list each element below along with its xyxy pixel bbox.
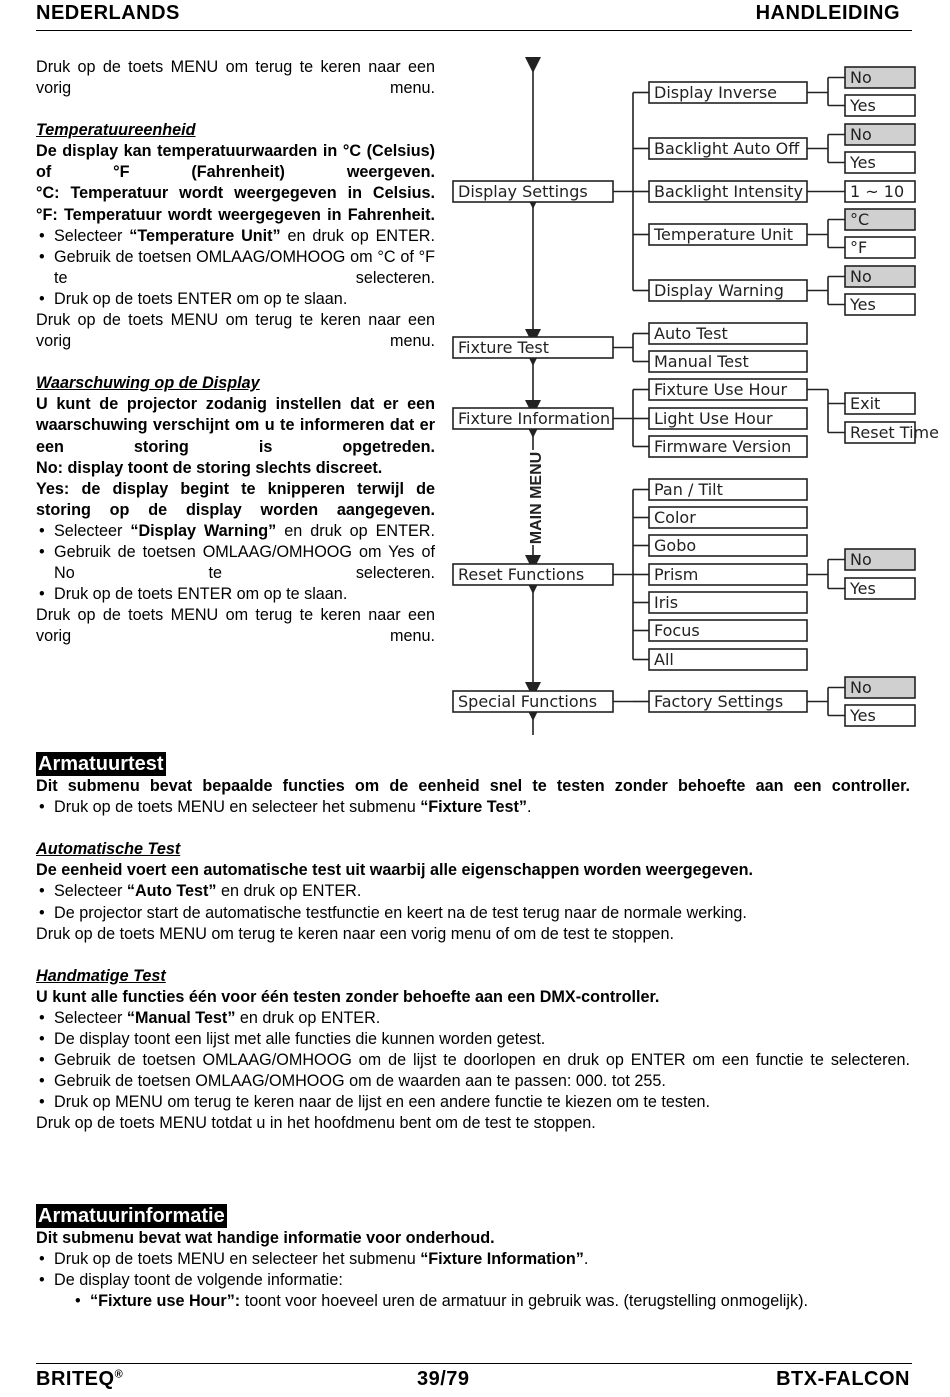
list-item: • “Fixture use Hour”: toont voor hoeveel uren de armatuur in gebruik was. (terugstelling onmogelijk).: [72, 1291, 910, 1312]
main-menu-item: [453, 408, 613, 429]
section-heading-temperature: Temperatuureenheid: [36, 121, 196, 140]
list-item: • De display toont een lijst met alle functies die kunnen worden getest.: [36, 1029, 910, 1050]
bold-text: U kunt de projector zodanig instellen dat er een waarschuwing verschijnt om u te informeren dat er een storing is opgetreden.: [36, 395, 435, 456]
section-heading-warning: Waarschuwing op de Display: [36, 374, 260, 393]
option-item: [845, 294, 915, 315]
list-item: • Gebruik de toetsen OMLAAG/OMHOOG om de waarden aan te passen: 000. tot 255.: [36, 1071, 910, 1092]
list-item: • Gebruik de toetsen OMLAAG/OMHOOG om de lijst te doorlopen en druk op ENTER om een functie te selecteren.: [36, 1050, 910, 1071]
bullet-list: [36, 1249, 910, 1291]
main-menu-item: [453, 691, 613, 712]
nested-bullet-list: [36, 1291, 910, 1312]
option-item: [845, 578, 915, 599]
header-language: NEDERLANDS: [36, 2, 180, 24]
option-item: [845, 677, 915, 698]
option-item: [845, 393, 915, 414]
list-item: • Selecteer “Auto Test” en druk op ENTER.: [36, 881, 910, 902]
submenu-item: [649, 620, 807, 641]
svg-text:Iris: Iris: [654, 593, 679, 612]
list-item: • De display toont de volgende informatie:: [36, 1270, 910, 1291]
submenu-item: [649, 379, 807, 400]
submenu-item: [649, 479, 807, 500]
svg-text:Manual Test: Manual Test: [654, 352, 749, 371]
option-item: [845, 237, 915, 258]
paragraph: Druk op de toets MENU totdat u in het hoofdmenu bent om de test te stoppen.: [36, 1114, 596, 1133]
page-number: 39/79: [417, 1368, 470, 1390]
list-item: • Druk op de toets ENTER om op te slaan.: [36, 289, 435, 310]
svg-text:Yes: Yes: [850, 706, 876, 725]
svg-text:Temperature Unit: Temperature Unit: [654, 225, 794, 244]
submenu-item: [649, 564, 807, 585]
submenu-item: [649, 408, 807, 429]
bullet-list: [36, 1008, 910, 1113]
option-item: [845, 549, 915, 570]
svg-text:Special Functions: Special Functions: [458, 692, 598, 711]
option-item: [845, 209, 915, 230]
svg-text:Reset Functions: Reset Functions: [458, 565, 585, 584]
svg-text:Light Use Hour: Light Use Hour: [654, 409, 773, 428]
bold-text: No: display toont de storing slechts discreet.: [36, 458, 383, 477]
section-heading-auto-test: Automatische Test: [36, 840, 181, 859]
bullet-list: [36, 797, 910, 818]
submenu-item: [649, 691, 807, 712]
list-item: • Druk op de toets MENU en selecteer het submenu “Fixture Information”.: [36, 1249, 910, 1270]
bold-text: °C: Temperatuur wordt weergegeven in Celsius.: [36, 184, 435, 203]
main-menu-item: [453, 337, 613, 358]
svg-text:°C: °C: [850, 210, 870, 229]
svg-text:Fixture Test: Fixture Test: [458, 338, 550, 357]
submenu-item: [649, 82, 807, 103]
svg-text:°F: °F: [850, 238, 868, 257]
svg-text:Fixture Use Hour: Fixture Use Hour: [654, 380, 788, 399]
main-menu-item: [453, 181, 613, 202]
bold-text: Yes: de display begint te knipperen terwijl de storing op de display worden aangegeven.: [36, 479, 435, 519]
list-item: • Selecteer “Manual Test” en druk op ENTER.: [36, 1008, 910, 1029]
svg-text:No: No: [850, 267, 872, 286]
svg-text:Yes: Yes: [850, 153, 876, 172]
section-heading-manual-test: Handmatige Test: [36, 966, 166, 985]
paragraph: Druk op de toets MENU om terug te keren naar een vorig menu.: [36, 311, 435, 351]
svg-text:Yes: Yes: [850, 579, 876, 598]
svg-text:1 ~ 10: 1 ~ 10: [850, 182, 905, 201]
svg-text:Display Warning: Display Warning: [654, 281, 784, 300]
submenu-item: [649, 507, 807, 528]
svg-text:All: All: [654, 650, 674, 669]
bold-text: °F: Temperatuur wordt weergegeven in Fahrenheit.: [36, 205, 435, 224]
bold-text: U kunt alle functies één voor één testen zonder behoefte aan een DMX-controller.: [36, 987, 660, 1006]
list-item: • Druk op de toets MENU en selecteer het submenu “Fixture Test”.: [36, 797, 910, 818]
svg-text:Yes: Yes: [850, 96, 876, 115]
svg-text:Auto Test: Auto Test: [654, 324, 728, 343]
svg-text:Gobo: Gobo: [654, 536, 697, 555]
main-menu-label: MAIN MENU: [528, 451, 545, 545]
option-item: [845, 422, 939, 443]
list-item: • Druk op MENU om terug te keren naar de lijst en een andere functie te kiezen om te testen.: [36, 1092, 910, 1113]
svg-text:No: No: [850, 125, 872, 144]
submenu-item: [649, 224, 807, 245]
submenu-item: [649, 323, 807, 344]
option-item: [845, 67, 915, 88]
svg-text:Factory Settings: Factory Settings: [654, 692, 784, 711]
footer-model: BTX-FALCON: [776, 1368, 910, 1390]
submenu-item: [649, 436, 807, 457]
svg-text:Color: Color: [654, 508, 696, 527]
bold-text: Dit submenu bevat bepaalde functies om de eenheid snel te testen zonder behoefte aan een controller.: [36, 777, 910, 796]
submenu-item: [649, 592, 807, 613]
paragraph: Druk op de toets MENU om terug te keren naar een vorig menu of om de test te stoppen.: [36, 924, 674, 943]
svg-text:Reset Time: Reset Time: [850, 423, 939, 442]
svg-text:Focus: Focus: [654, 621, 700, 640]
paragraph: Druk op de toets MENU om terug te keren naar een vorig menu.: [36, 58, 435, 98]
svg-text:Display Settings: Display Settings: [458, 182, 588, 201]
svg-text:Prism: Prism: [654, 565, 699, 584]
footer-brand: BRITEQ®: [36, 1368, 124, 1390]
svg-text:Backlight Auto Off: Backlight Auto Off: [654, 139, 800, 158]
section-title-fixture-test: Armatuurtest: [38, 753, 164, 775]
diagram-boxes: [453, 67, 939, 726]
option-item: [845, 266, 915, 287]
list-item: • Selecteer “Temperature Unit” en druk op ENTER.: [36, 226, 435, 247]
option-item: [845, 181, 915, 202]
list-item: • Gebruik de toetsen OMLAAG/OMHOOG om Yes of No te selecteren.: [36, 542, 435, 584]
section-title-fixture-info: Armatuurinformatie: [38, 1205, 225, 1227]
svg-text:Pan / Tilt: Pan / Tilt: [654, 480, 723, 499]
list-item: • Selecteer “Display Warning” en druk op ENTER.: [36, 521, 435, 542]
submenu-item: [649, 138, 807, 159]
bold-text: De eenheid voert een automatische test uit waarbij alle eigenschappen worden weergegeven.: [36, 861, 753, 880]
svg-text:Backlight Intensity: Backlight Intensity: [654, 182, 804, 201]
option-item: [845, 95, 915, 116]
svg-text:Display Inverse: Display Inverse: [654, 83, 777, 102]
svg-text:No: No: [850, 550, 872, 569]
bold-text: Dit submenu bevat wat handige informatie voor onderhoud.: [36, 1229, 495, 1248]
bold-text: De display kan temperatuurwaarden in °C (Celsius) of °F (Fahrenheit) weergeven.: [36, 142, 435, 182]
submenu-item: [649, 649, 807, 670]
list-item: • Gebruik de toetsen OMLAAG/OMHOOG om °C of °F te selecteren.: [36, 247, 435, 289]
submenu-item: [649, 535, 807, 556]
svg-text:No: No: [850, 678, 872, 697]
fixture-test-section: [36, 752, 910, 1135]
svg-text:Firmware Version: Firmware Version: [654, 437, 792, 456]
option-item: [845, 705, 915, 726]
submenu-item: [649, 280, 807, 301]
page-footer: [36, 1363, 912, 1390]
svg-text:Exit: Exit: [850, 394, 881, 413]
paragraph: Druk op de toets MENU om terug te keren naar een vorig menu.: [36, 606, 435, 646]
submenu-item: [649, 351, 807, 372]
option-item: [845, 124, 915, 145]
option-item: [845, 152, 915, 173]
fixture-info-section: [36, 1204, 910, 1312]
header-title: HANDLEIDING: [755, 2, 900, 24]
list-item: • Druk op de toets ENTER om op te slaan.: [36, 584, 435, 605]
svg-text:Yes: Yes: [850, 295, 876, 314]
list-item: • De projector start de automatische testfunctie en keert na de test terug naar de normale werking.: [36, 903, 910, 924]
svg-text:No: No: [850, 68, 872, 87]
bullet-list: [36, 881, 910, 923]
submenu-item: [649, 181, 807, 202]
svg-text:Fixture Information: Fixture Information: [458, 409, 611, 428]
main-menu-item: [453, 564, 613, 585]
